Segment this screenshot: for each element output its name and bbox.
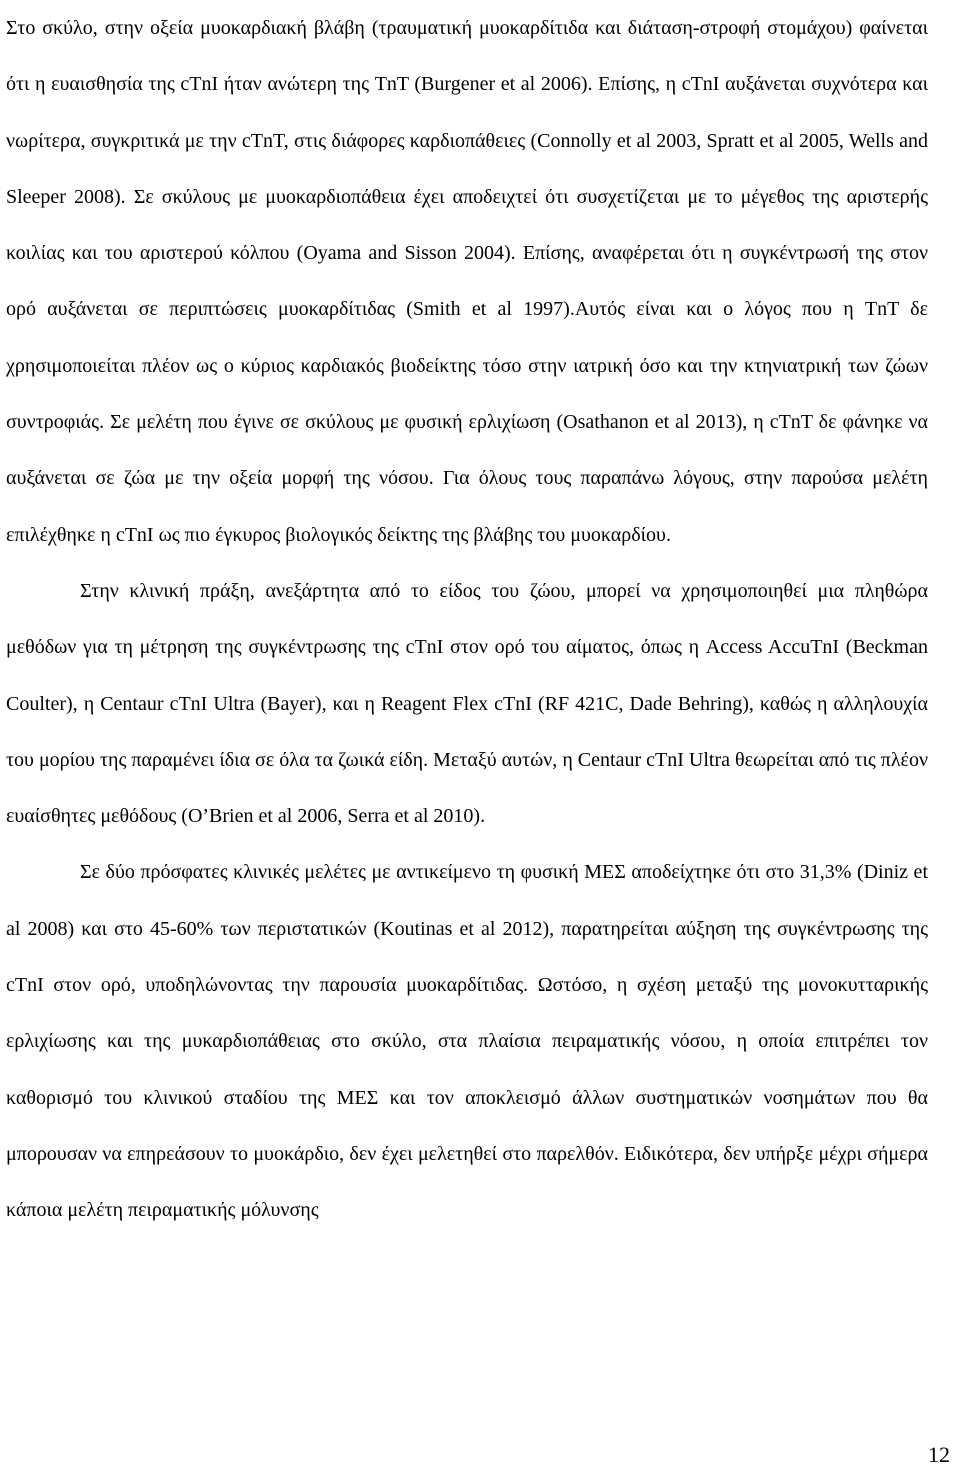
paragraph-clinical-studies: Σε δύο πρόσφατες κλινικές μελέτες με αντικείμενο τη φυσική ΜΕΣ αποδείχτηκε ότι στο 31,3% (Diniz et al 2008) και στο 45-60% των περιστατικών (Koutinas et al 2012), παρατηρείται αύξηση της συγκέντρωσης της cTnI στον ορό, υποδηλώνοντας την παρουσία μυοκαρδίτιδας. Ωστόσο, η σχέση μεταξύ της μονοκυτταρικής ερλιχίωσης και της μυκαρδιοπάθειας στο σκύλο, στα πλαίσια πειραματικής νόσου, η οποία επιτρέπει τον καθορισμό του κλινικού σταδίου της ΜΕΣ και τον αποκλεισμό άλλων συστηματικών νοσημάτων που θα μπορουσαν να επηρεάσουν το μυοκάρδιο, δεν έχει μελετηθεί στο παρελθόν. Ειδικότερα, δεν υπήρξε μέχρι σήμερα κάποια μελέτη πειραματικής μόλυνσης [6, 861, 928, 1222]
page-number: 12 [928, 1442, 950, 1467]
paragraph-measurement-methods: Στην κλινική πράξη, ανεξάρτητα από το είδος του ζώου, μπορεί να χρησιμοποιηθεί μια πληθώρα μεθόδων για τη μέτρηση της συγκέντρωσης της cTnI στον ορό του αίματος, όπως η Access AccuTnI (Beckman Coulter), η Centaur cTnI Ultra (Bayer), και η Reagent Flex cTnI (RF 421C, Dade Behring), καθώς η αλληλουχία του μορίου της παραμένει ίδια σε όλα τα ζωικά είδη. Μεταξύ αυτών, η Centaur cTnI Ultra θεωρείται από τις πλέον ευαίσθητες μεθόδους (O’Brien et al 2006, Serra et al 2010). [6, 579, 928, 828]
body-text [6, 0, 928, 1239]
paragraph-troponin-sensitivity: Στο σκύλο, στην οξεία μυοκαρδιακή βλάβη (τραυματική μυοκαρδίτιδα και διάταση-στροφή στομάχου) φαίνεται ότι η ευαισθησία της cTnI ήταν ανώτερη της TnT (Burgener et al 2006). Επίσης, η cTnI αυξάνεται συχνότερα και νωρίτερα, συγκριτικά με την cTnT, στις διάφορες καρδιοπάθειες (Connolly et al 2003, Spratt et al 2005, Wells and Sleeper 2008). Σε σκύλους με μυοκαρδιοπάθεια έχει αποδειχτεί ότι συσχετίζεται με το μέγεθος της αριστερής κοιλίας και του αριστερού κόλπου (Oyama and Sisson 2004). Επίσης, αναφέρεται ότι η συγκέντρωσή της στον ορό αυξάνεται σε περιπτώσεις μυοκαρδίτιδας (Smith et al 1997).Αυτός είναι και ο λόγος που η TnT δε χρησιμοποιείται πλέον ως ο κύριος καρδιακός βιοδείκτης τόσο στην ιατρική όσο και την κτηνιατρική των ζώων συντροφιάς. Σε μελέτη που έγινε σε σκύλους με φυσική ερλιχίωση (Osathanon et al 2013), η cTnT δε φάνηκε να αυξάνεται σε ζώα με την οξεία μορφή της νόσου. Για όλους τους παραπάνω λόγους, στην παρούσα μελέτη επιλέχθηκε η cTnI ως πιο έγκυρος βιολογικός δείκτης της βλάβης του μυοκαρδίου. [6, 17, 928, 546]
